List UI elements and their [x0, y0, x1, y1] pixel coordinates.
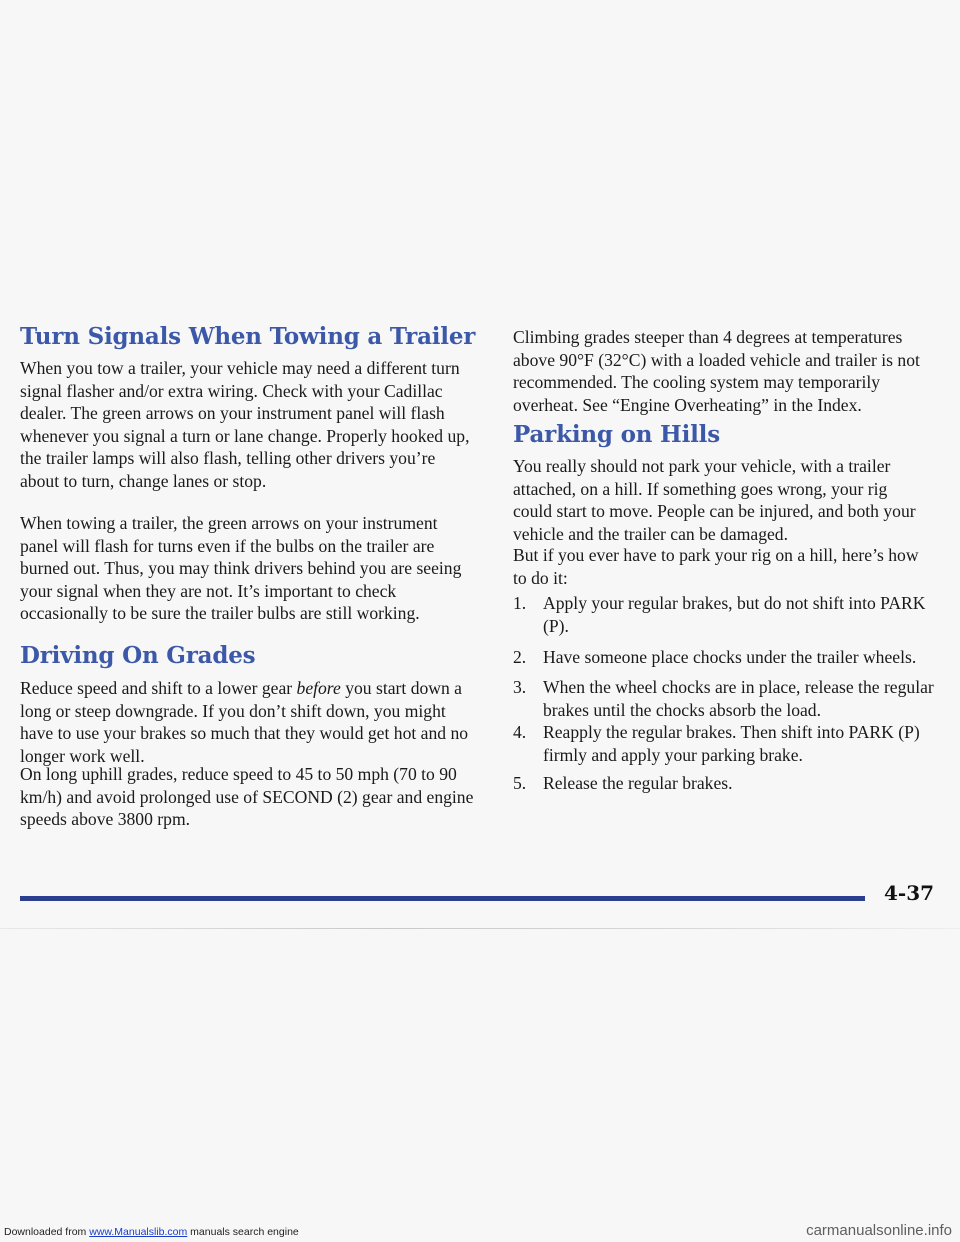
list-item-text: Apply your regular brakes, but do not shift into PARK (P).	[543, 593, 926, 636]
download-footer	[4, 1226, 299, 1238]
driving-on-grades-heading: Driving On Grades	[20, 642, 256, 669]
list-item-number: 1.	[513, 593, 527, 613]
page-number: 4-37	[884, 881, 935, 905]
manualslib-link[interactable]: www.Manualslib.com	[89, 1226, 188, 1238]
list-item-number: 2.	[513, 647, 527, 667]
scan-edge-line	[0, 928, 960, 929]
parking-paragraph-1: You really should not park your vehicle, with a trailer attached, on a hill. If something goes wrong, your rig could start to move. People can be injured, and both your vehicle and the trailer can be damaged.	[513, 456, 916, 544]
list-item-text: When the wheel chocks are in place, release the regular brakes until the chocks absorb the load.	[543, 677, 934, 720]
list-item-number: 4.	[513, 722, 527, 742]
list-item-number: 5.	[513, 773, 527, 793]
grades-p1-text-a: Reduce speed and shift to a lower gear	[20, 678, 297, 698]
climbing-grades-paragraph: Climbing grades steeper than 4 degrees at temperatures above 90°F (32°C) with a loaded vehicle and trailer is not recommended. The cooling system may temporarily overheat. See “Engine Overheating” in the Index.	[513, 327, 920, 415]
turn-signals-paragraph-1: When you tow a trailer, your vehicle may need a different turn signal flasher and/or extra wiring. Check with your Cadillac dealer. The green arrows on your instrument panel will flash whenever you signal a turn or lane change. Properly hooked up, the trailer lamps will also flash, telling other drivers you’re about to turn, change lanes or stop.	[20, 358, 470, 491]
grades-paragraph-2: On long uphill grades, reduce speed to 45 to 50 mph (70 to 90 km/h) and avoid prolonged use of SECOND (2) gear and engine speeds above 3800 rpm.	[20, 764, 474, 830]
list-item-text: Release the regular brakes.	[543, 773, 733, 793]
list-item-number: 3.	[513, 677, 527, 697]
grades-p1-text-b: you start down a long or steep downgrade. If you don’t shift down, you might have to use your brakes so much that they would get hot and no longer work well.	[20, 678, 469, 766]
parking-paragraph-2: But if you ever have to park your rig on a hill, here’s how to do it:	[513, 545, 919, 588]
list-item-text: Reapply the regular brakes. Then shift into PARK (P) firmly and apply your parking brake.	[543, 722, 920, 765]
page-divider-rule	[20, 896, 865, 901]
turn-signals-paragraph-2: When towing a trailer, the green arrows on your instrument panel will flash for turns even if the bulbs on the trailer are burned out. Thus, you may think drivers behind you are seeing your signal when they are not. It’s important to check occasionally to be sure the trailer bulbs are still working.	[20, 513, 462, 624]
grades-paragraph-1	[20, 677, 475, 767]
footer-prefix: Downloaded from	[4, 1226, 90, 1238]
footer-suffix: manuals search engine	[187, 1226, 299, 1238]
turn-signals-heading: Turn Signals When Towing a Trailer	[20, 323, 476, 350]
list-item-text: Have someone place chocks under the trailer wheels.	[543, 647, 917, 667]
watermark-text: carmanualsonline.info	[806, 1222, 952, 1239]
parking-on-hills-heading: Parking on Hills	[513, 421, 720, 448]
grades-p1-emphasis: before	[296, 678, 341, 698]
